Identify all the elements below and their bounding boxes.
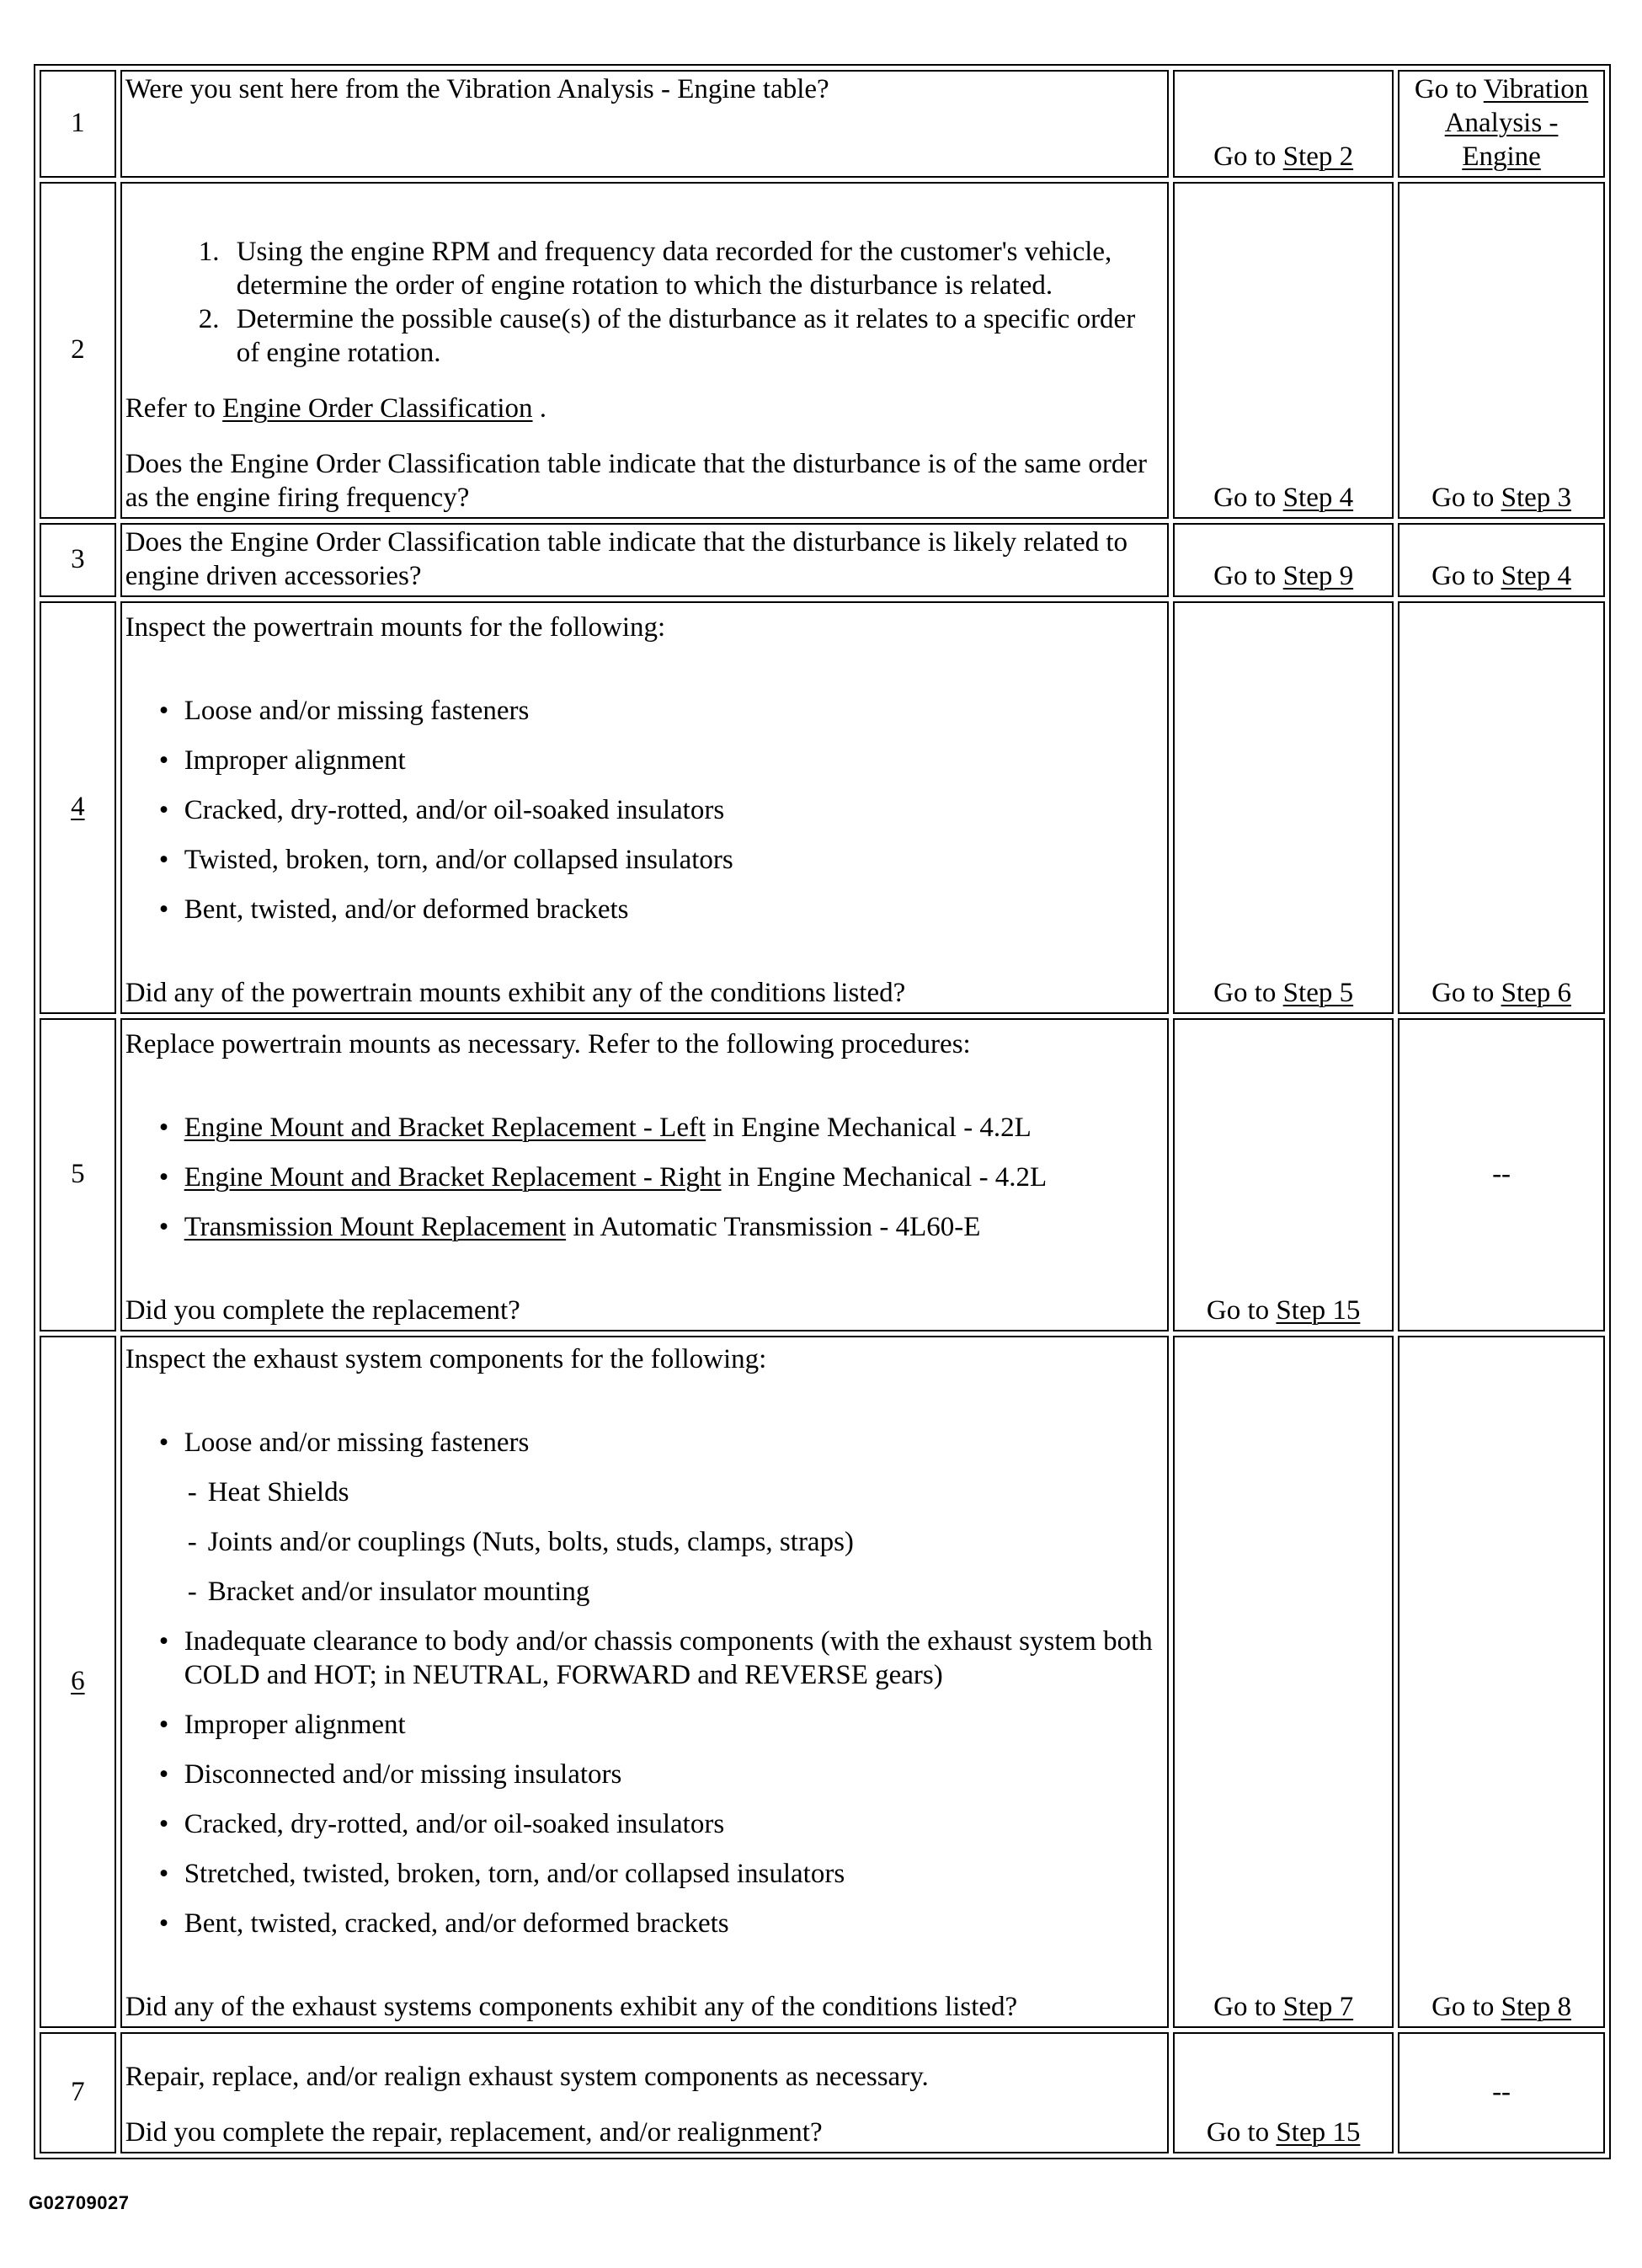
yes-prefix: Go to	[1213, 978, 1283, 1008]
step-number-link[interactable]	[40, 1336, 116, 2028]
refer-prefix: Refer to	[125, 393, 223, 424]
list-item: 2. Determine the possible cause(s) of the disturbance as it relates to a specific order of engine rotation.	[227, 302, 1164, 370]
intro-text: Inspect the exhaust system components for the following:	[125, 1344, 767, 1374]
table-row-step-5	[40, 1018, 1605, 1331]
engine-order-classification-link[interactable]: Engine Order Classification	[222, 393, 533, 424]
go-to-step-15-link[interactable]: Step 15	[1276, 1295, 1361, 1326]
question-text: Does the Engine Order Classification table indicate that the disturbance is likely related to engine driven accessories?	[125, 527, 1128, 591]
yes-cell	[1173, 1336, 1394, 2028]
no-prefix: Go to	[1431, 1992, 1501, 2022]
figure-id: G02709027	[29, 2192, 130, 2213]
action-cell	[120, 70, 1169, 178]
question-text: Were you sent here from the Vibration Analysis - Engine table?	[125, 74, 829, 104]
no-prefix: Go to	[1431, 561, 1501, 591]
intro-text: Repair, replace, and/or realign exhaust system components as necessary.	[125, 2062, 929, 2092]
engine-mount-left-link[interactable]: Engine Mount and Bracket Replacement - Left	[184, 1113, 706, 1143]
sub-list-item: - Bracket and/or insulator mounting	[208, 1575, 1164, 1609]
step-number: 2	[40, 182, 116, 519]
yes-cell	[1173, 601, 1394, 1014]
list-item: • Improper alignment	[184, 1708, 1164, 1742]
engine-mount-right-link[interactable]: Engine Mount and Bracket Replacement - Right	[184, 1162, 722, 1193]
sub-list-item: - Heat Shields	[208, 1476, 1164, 1509]
table-row-step-4	[40, 601, 1605, 1014]
conditions-list	[125, 1426, 1164, 1940]
refer-line	[125, 392, 1164, 425]
list-item	[184, 1210, 1164, 1244]
yes-prefix: Go to	[1213, 483, 1283, 513]
no-cell	[1398, 523, 1605, 597]
refer-suffix: .	[532, 393, 547, 424]
action-cell	[120, 1336, 1169, 2028]
step-number: 7	[40, 2032, 116, 2153]
go-to-step-5-link[interactable]: Step 5	[1282, 978, 1354, 1008]
table-row-step-1	[40, 70, 1605, 178]
question-text: Did you complete the repair, replacement, and/or realignment?	[125, 2117, 823, 2148]
intro-text: Replace powertrain mounts as necessary. Refer to the following procedures:	[125, 1029, 971, 1059]
question-text: Did any of the exhaust systems components exhibit any of the conditions listed?	[125, 1992, 1018, 2022]
list-item	[184, 1161, 1164, 1194]
list-item: • Bent, twisted, and/or deformed brackets	[184, 893, 1164, 926]
list-item: • Stretched, twisted, broken, torn, and/or collapsed insulators	[184, 1857, 1164, 1891]
yes-prefix: Go to	[1213, 141, 1283, 172]
step-4-anchor[interactable]: 4	[71, 792, 85, 822]
yes-cell	[1173, 70, 1394, 178]
yes-prefix: Go to	[1213, 561, 1283, 591]
action-cell	[120, 2032, 1169, 2153]
table-row-step-3	[40, 523, 1605, 597]
procedure-suffix: in Engine Mechanical - 4.2L	[706, 1113, 1032, 1143]
procedure-list	[125, 235, 1164, 370]
go-to-step-9-link[interactable]: Step 9	[1282, 561, 1354, 591]
table-row-step-2	[40, 182, 1605, 519]
vibration-analysis-engine-link[interactable]: Vibration Analysis - Engine	[1444, 74, 1589, 172]
yes-prefix: Go to	[1206, 2117, 1277, 2148]
sub-list-item: - Joints and/or couplings (Nuts, bolts, studs, clamps, straps)	[208, 1525, 1164, 1559]
no-cell: --	[1398, 1018, 1605, 1331]
procedure-list	[125, 1111, 1164, 1244]
action-cell	[120, 523, 1169, 597]
yes-cell	[1173, 523, 1394, 597]
step-number-link[interactable]	[40, 601, 116, 1014]
go-to-step-6-link[interactable]: Step 6	[1501, 978, 1572, 1008]
table-row-step-6	[40, 1336, 1605, 2028]
go-to-step-2-link[interactable]: Step 2	[1282, 141, 1354, 172]
no-cell	[1398, 601, 1605, 1014]
go-to-step-4-link[interactable]: Step 4	[1282, 483, 1354, 513]
intro-text: Inspect the powertrain mounts for the following:	[125, 612, 666, 643]
sub-list	[184, 1476, 1164, 1609]
action-cell	[120, 601, 1169, 1014]
question-text: Did any of the powertrain mounts exhibit any of the conditions listed?	[125, 978, 906, 1008]
procedure-suffix: in Engine Mechanical - 4.2L	[721, 1162, 1048, 1193]
no-cell	[1398, 182, 1605, 519]
go-to-step-15-link[interactable]: Step 15	[1276, 2117, 1361, 2148]
no-cell	[1398, 70, 1605, 178]
list-item: • Improper alignment	[184, 744, 1164, 777]
no-prefix: Go to	[1414, 74, 1484, 104]
list-item: • Twisted, broken, torn, and/or collapsed insulators	[184, 843, 1164, 877]
list-item	[184, 1426, 1164, 1609]
step-number: 5	[40, 1018, 116, 1331]
list-item: • Disconnected and/or missing insulators	[184, 1758, 1164, 1791]
list-item: • Loose and/or missing fasteners	[184, 694, 1164, 728]
go-to-step-3-link[interactable]: Step 3	[1501, 483, 1572, 513]
list-item: • Cracked, dry-rotted, and/or oil-soaked insulators	[184, 793, 1164, 827]
step-number: 1	[40, 70, 116, 178]
question-text: Does the Engine Order Classification table indicate that the disturbance is of the same order as the engine firing frequency?	[125, 449, 1147, 513]
list-item-text: Loose and/or missing fasteners	[184, 1428, 530, 1458]
action-cell	[120, 182, 1169, 519]
transmission-mount-link[interactable]: Transmission Mount Replacement	[184, 1212, 567, 1242]
no-cell: --	[1398, 2032, 1605, 2153]
diagnostic-table	[34, 64, 1611, 2159]
go-to-step-8-link[interactable]: Step 8	[1501, 1992, 1572, 2022]
step-number: 3	[40, 523, 116, 597]
diagnostic-table-sheet	[34, 64, 1611, 2159]
yes-prefix: Go to	[1213, 1992, 1283, 2022]
list-item: 1. Using the engine RPM and frequency data recorded for the customer's vehicle, determine the order of engine rotation to which the disturbance is related.	[227, 235, 1164, 302]
no-cell	[1398, 1336, 1605, 2028]
yes-cell	[1173, 1018, 1394, 1331]
yes-prefix: Go to	[1206, 1295, 1277, 1326]
conditions-list	[125, 694, 1164, 926]
yes-cell	[1173, 182, 1394, 519]
list-item: • Inadequate clearance to body and/or chassis components (with the exhaust system both COLD and HOT; in NEUTRAL, FORWARD and REVERSE gears)	[184, 1625, 1164, 1692]
list-item: • Cracked, dry-rotted, and/or oil-soaked insulators	[184, 1807, 1164, 1841]
no-prefix: Go to	[1431, 978, 1501, 1008]
go-to-step-4-link[interactable]: Step 4	[1501, 561, 1572, 591]
yes-cell	[1173, 2032, 1394, 2153]
procedure-suffix: in Automatic Transmission - 4L60-E	[566, 1212, 981, 1242]
question-text: Did you complete the replacement?	[125, 1295, 520, 1326]
go-to-step-7-link[interactable]: Step 7	[1282, 1992, 1354, 2022]
step-6-anchor[interactable]: 6	[71, 1666, 85, 1696]
no-prefix: Go to	[1431, 483, 1501, 513]
action-cell	[120, 1018, 1169, 1331]
list-item: • Bent, twisted, cracked, and/or deformed brackets	[184, 1907, 1164, 1940]
table-row-step-7	[40, 2032, 1605, 2153]
list-item	[184, 1111, 1164, 1145]
